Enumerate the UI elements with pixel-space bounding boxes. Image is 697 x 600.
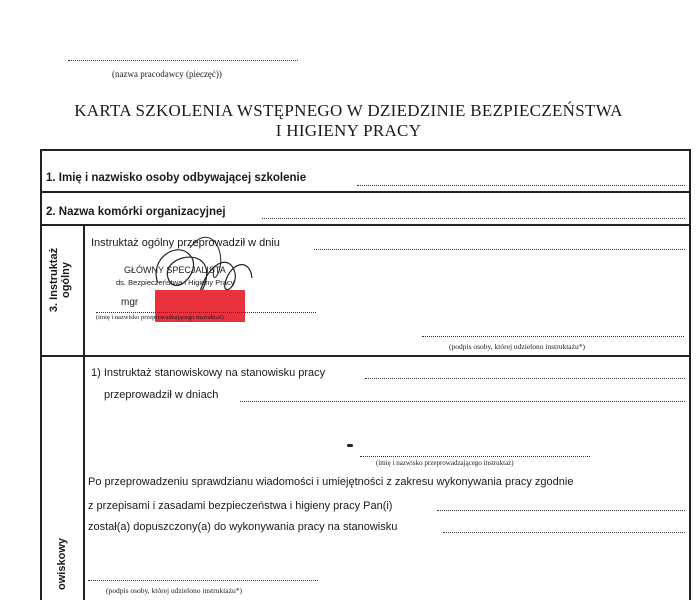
section4-workplace-line[interactable] [365, 378, 685, 379]
instructor-stamp-line1: GŁÓWNY SPECJALISTA [124, 265, 226, 275]
section3-side-label-line2: ogólny [60, 261, 72, 299]
section3-side-label [48, 230, 72, 330]
section3-side-label-line1: 3. Instruktaż [48, 247, 60, 313]
section3-conducted-text: Instruktaż ogólny przeprowadził w dniu [91, 237, 280, 249]
section4-signature-caption: (podpis osoby, której udzielono instruktażu*) [106, 586, 242, 595]
page-title-line1: KARTA SZKOLENIA WSTĘPNEGO W DZIEDZINIE BEZPIECZEŃSTWA [74, 101, 623, 120]
section3-signature-line[interactable] [422, 336, 684, 337]
section4-person-line[interactable] [437, 510, 685, 511]
section4-side-label: owiskowy [56, 538, 68, 590]
employer-stamp-line [68, 60, 298, 61]
page-title-line2: I HIGIENY PRACY [275, 121, 422, 140]
section4-item1-conducted: przeprowadził w dniach [104, 389, 219, 401]
section4-paragraph-line3: został(a) dopuszczony(a) do wykonywania pracy na stanowisku [88, 521, 398, 533]
section4-instructor-caption: (imię i nazwisko przeprowadzającego instruktaż) [376, 459, 514, 467]
section4-instructor-line [360, 456, 590, 457]
section4-item1-text: 1) Instruktaż stanowiskowy na stanowisku pracy [91, 367, 326, 379]
section2-label: 2. Nazwa komórki organizacyjnej [46, 206, 226, 218]
section4-dates-line[interactable] [240, 401, 685, 402]
section3-date-line[interactable] [314, 249, 685, 250]
employer-caption: (nazwa pracodawcy (pieczęć)) [112, 69, 222, 79]
section3-instructor-caption: (imię i nazwisko przeprowadzającego instruktaż) [96, 314, 224, 321]
ink-dot [347, 444, 353, 447]
instructor-stamp-line3: mgr [121, 297, 139, 308]
section4-paragraph-line2: z przepisami i zasadami bezpieczeństwa i higieny pracy Pan(i) [88, 500, 393, 512]
section3-signature-caption: (podpis osoby, której udzielono instruktażu*) [449, 342, 585, 351]
instructor-name-line [96, 312, 316, 313]
instructor-stamp-line2: ds. Bezpieczeństwa i Higieny Pracy [116, 278, 235, 287]
section4-position-line[interactable] [443, 532, 685, 533]
section1-fill-line[interactable] [357, 185, 685, 186]
section4-paragraph-line1: Po przeprowadzeniu sprawdzianu wiadomości i umiejętności z zakresu wykonywania pracy zgodnie [88, 476, 574, 488]
section1-label: 1. Imię i nazwisko osoby odbywającej szkolenie [46, 172, 307, 184]
section4-signature-line[interactable] [88, 580, 318, 581]
section2-fill-line[interactable] [262, 218, 685, 219]
